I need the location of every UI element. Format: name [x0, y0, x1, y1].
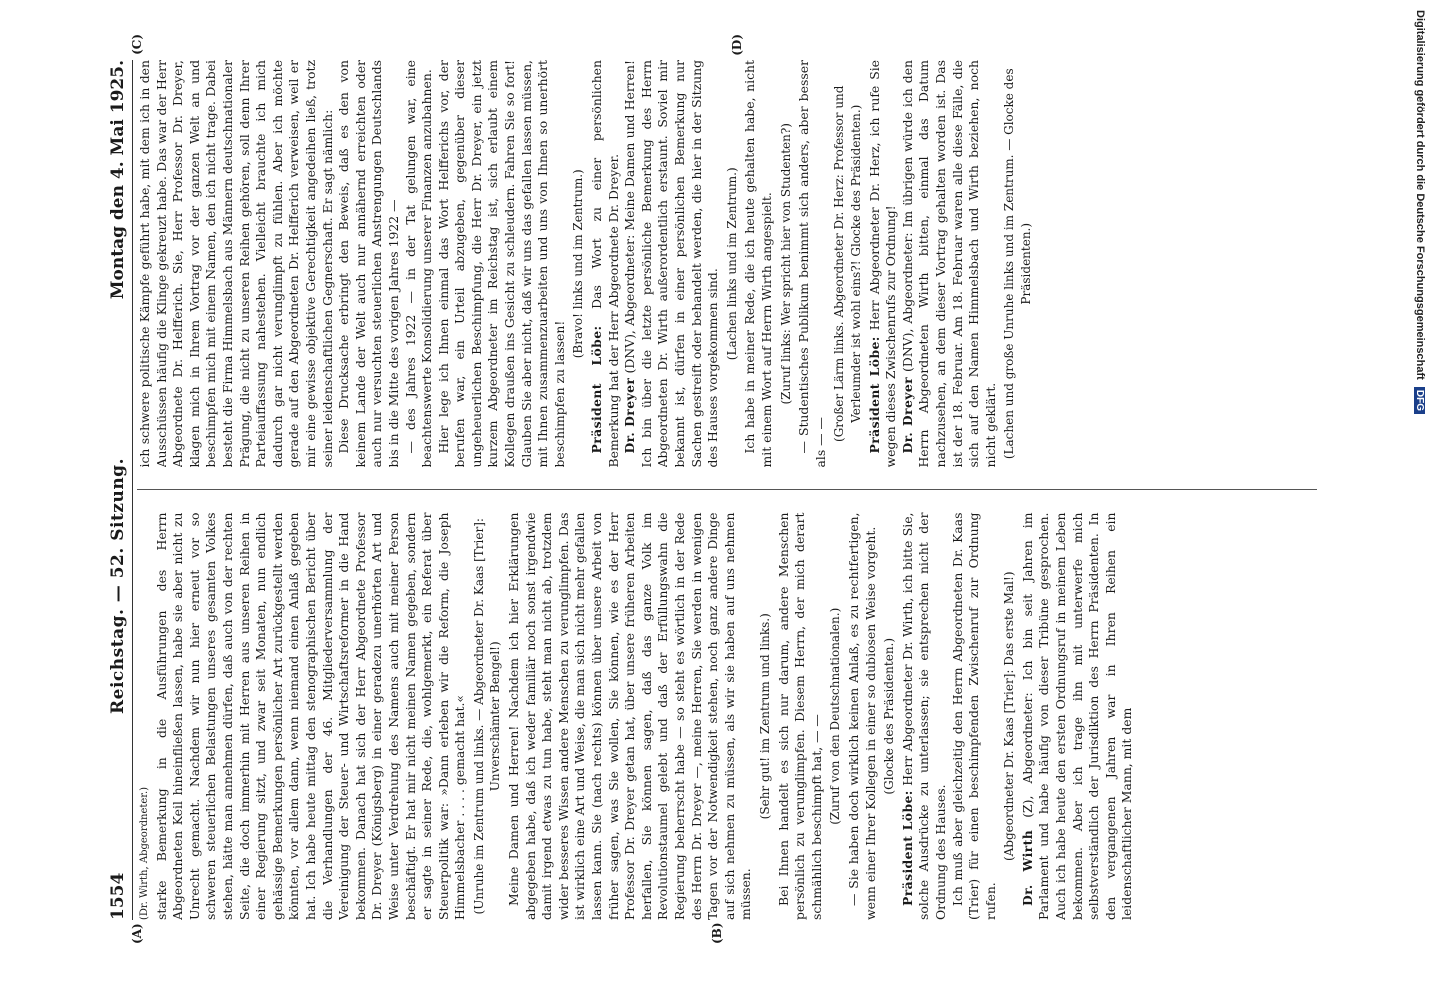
paragraph: — Sie haben doch wirklich keinen Anlaß, es zu rechtfertigen, wenn einer Ihrer Kollegen in einer so dubiosen Weise vorgeht.: [845, 512, 878, 920]
left-column: [137, 513, 1317, 921]
speech-paragraph: [867, 60, 900, 468]
paragraph: starke Bemerkung in die Ausführungen des Herrn Abgeordneten Keil hineinfließen lassen, habe sie aber nicht zu Unrecht gemacht. Nachdem wir nun hier erneut vor so schweren steuerlichen Belastungen unseres gesamten Volkes stehen, hätte man annehmen dürfen, daß auch von der rechten Seite, die doch immerhin mit Herren aus unseren Reihen in einer Regierung sitzt, und zwar seit Monaten, nun endlich gehässige Bemerkungen persönlicher Art zurückgestellt werden könnten, vor allem dann, wenn niemand einen Anlaß gegeben hat. Ich habe heute mittag den stenographischen Bericht über die Verhandlungen der 46. Mitgliederversammlung der Vereinigung der Steuer- und Wirtschaftsreformer in die Hand bekommen. Danach hat sich der Herr Abgeordnete Professor Dr. Dreyer (Königsberg) in einer geradezu unerhörten Art und Weise unter Verdrehung des Namens auch mit meiner Person beschäftigt. Er hat mir nicht meinen Namen gegeben, sondern er sagte in seiner Rede, die, wohlgemerkt, ein Referat über Steuerpolitik war: »Dann erleben wir die Reform, die Joseph Himmelsbacher . . . . gemacht hat.«: [153, 512, 468, 920]
paragraph: Diese Drucksache erbringt den Beweis, daß es den von keinem Lande der Welt auch nur annähernd erreichten oder auch nur versuchten steuerlichen Anstrengungen Deutschlands bis in die Mitte des vorigen Jahres 1922 —: [336, 60, 401, 468]
stage-direction: (Sehr gut! im Zentrum und links.): [757, 613, 772, 820]
paragraph: Ich habe in meiner Rede, die ich heute gehalten habe, nicht mit einem Wort auf Herrn Wirth angespielt.: [742, 60, 774, 468]
paragraph: Bei Ihnen handelt es sich nur darum, andere Menschen persönlich zu verunglimpfen. Diesem Herrn, der mich derart schmählich beschimpft hat, — —: [775, 512, 824, 920]
header-session: Reichstag. — 52. Sitzung.: [108, 458, 128, 714]
running-head: (Dr. Wirth, Abgeordneter.): [139, 786, 150, 920]
margin-marker-a: (A): [130, 923, 144, 944]
margin-marker-d: (D): [730, 34, 744, 56]
stage-direction: (Unruhe im Zentrum und links. — Abgeordneter Dr. Kaas [Trier]: Unverschämter Bengel!): [471, 518, 503, 915]
paragraph: — des Jahres 1922 — in der Tat gelungen war, eine beachtenswerte Konsolidierung unserer Finanzen anzubahnen.: [402, 60, 435, 468]
credit-text: Digitalisierung gefördert durch die Deutsche Forschungsgemeinschaft: [1414, 10, 1426, 380]
paragraph: ich schwere politische Kämpfe geführt habe, mit dem ich in den Ausschüssen häufig die Klinge gekreuzt habe. Das war der Herr Abgeordnete Dr. Helfferich. Sie, Herr Professor Dr. Dreyer, klagen mich in Ihrem Vortrag vor der ganzen Welt an und beschimpfen mich mit einem Namen, den ich nicht trage. Dabei besteht die Firma Himmelsbach aus Männern deutschnationaler Prägung, die nicht zu unseren Reihen gehören, soll denn Ihrer Parteiauffassung nahestehen. Vielleicht brauchte ich mich dadurch gar nicht verunglimpft zu fühlen. Aber ich möchte gerade auf den Abgeordneten Dr. Helfferich verweisen, weil er mir eine gewisse objektive Gerechtigkeit angedeihen ließ, trotz seiner leidenschaftlichen Gegnerschaft. Er sagt nämlich:: [137, 60, 335, 468]
speech-text: (DNV), Abgeordneter: Meine Damen und Herren! Ich bin über die letzte persönliche Bemerkung des Herrn Abgeordneten Dr. Wirth außerordentlich erstaunt. Soviel mir bekannt ist, dürfen in einer persönlichen Bemerkung nur Sachen gestreift oder behandelt werden, die hier in der Sitzung des Hauses vorgekommen sind.: [622, 60, 721, 468]
rotated-page: [90, 30, 1380, 950]
speech-text: Herr Abgeordneter Dr. Herz, ich rufe Sie wegen dieses Zwischenrufs zur Ordnung!: [866, 60, 899, 468]
paragraph: Hier lege ich Ihnen einmal das Wort Helfferichs vor, der berufen war, ein Urteil abzugeben, gegenüber dieser ungeheuerlichen Beschimpfung, die Herr Dr. Dreyer, ein jetzt kurzem Abgeordneter im Reichstag ist, sich erlaubt einem Kollegen draußen ins Gesicht zu schleudern. Fahren Sie so fort! Glauben Sie aber nicht, daß wir uns das gefallen lassen müssen, mit Ihnen zusammenzuarbeiten und uns von Ihnen so unerhört beschimpfen zu lassen!: [435, 60, 567, 468]
paragraph: — Studentisches Publikum benimmt sich anders, aber besser als — —: [796, 60, 828, 468]
speech-text: (DNV), Abgeordneter: Im übrigen würde ich den Herrn Abgeordneten Wirth bitten, einmal das Datum nachzusehen, an dem dieser Vortrag gehalten worden ist. Das ist der 18. Februar. Am 18. Februar waren alle diese Fälle, die sich auf den Namen Himmelsbach und Wirth beziehen, noch nicht geklärt.: [899, 60, 998, 468]
speech-text: Das Wort zu einer persönlichen Bemerkung hat der Herr Abgeordnete Dr. Dreyer.: [589, 60, 621, 468]
speech-paragraph: [900, 60, 1000, 468]
speaker-name: Dr. Dreyer: [622, 377, 638, 454]
stage-direction: (Zuruf von den Deutschnationalen.): [828, 607, 843, 825]
speech-paragraph: [1020, 513, 1136, 921]
stage-direction: (Lachen links und im Zentrum.): [724, 167, 739, 361]
speaker-name: Dr. Wirth: [1019, 829, 1035, 906]
paragraph: Meine Damen und Herren! Nachdem ich hier Erklärungen abgegeben habe, daß ich weder familiär noch sonst irgendwie damit irgend etwas zu tun habe, steht man nicht ab, trotzdem wider besseres Wissen andere Menschen zu verunglimpfen. Das ist wirklich eine Art und Weise, die man sich nicht mehr gefallen lassen kann. Sie (nach rechts) können über unsere Arbeit von früher sagen, was Sie wollen, Sie können, wie es der Herr Professor Dr. Dreyer getan hat, über unsere früheren Arbeiten herfallen, Sie können sagen, daß das ganze Volk im Revolutionstaumel gelebt und daß der Erfüllungswahn die Regierung beherrscht habe — so steht es wörtlich in der Rede des Herrn Dr. Dreyer —, meine Herren, Sie werden in wenigen Tagen vor der Notwendigkeit stehen, noch ganz andere Dinge auf sich nehmen zu müssen, als wir sie haben auf uns nehmen müssen.: [506, 512, 754, 920]
column-divider: [137, 490, 1317, 491]
credit-strip: [1388, 0, 1434, 1000]
speaker-name: Präsident Löbe:: [899, 790, 915, 906]
right-column: [137, 60, 1317, 468]
speaker-name: Präsident Löbe:: [866, 336, 882, 454]
page-number: 1554: [108, 872, 128, 920]
paragraph: Ich muß aber gleichzeitig den Herrn Abgeordneten Dr. Kaas (Trier) für einen beschimpfenden Zwischenruf zur Ordnung rufen.: [949, 512, 998, 920]
speech-paragraph: [622, 60, 722, 468]
stage-direction: (Zuruf links: Wer spricht hier von Studenten?): [778, 123, 793, 405]
speaker-name: Präsident Löbe:: [589, 325, 605, 454]
margin-marker-b: (B): [710, 922, 724, 944]
margin-marker-c: (C): [130, 34, 144, 55]
speech-paragraph: [900, 513, 950, 921]
stage-direction: (Großer Lärm links. Abgeordneter Dr. Herz: Professor und Verleumder ist wohl eins?! Glocke des Präsidenten.): [832, 85, 863, 442]
credit-line: [1414, 10, 1426, 910]
speaker-name: Dr. Dreyer: [899, 376, 915, 454]
page-header: [108, 60, 133, 920]
stage-direction: (Lachen und große Unruhe links und im Zentrum. — Glocke des Präsidenten.): [1002, 68, 1033, 460]
speech-text: Herr Abgeordneter Dr. Wirth, ich bitte Sie, solche Ausdrücke zu unterlassen; sie entsprechen nicht der Ordnung des Hauses.: [899, 512, 948, 920]
stage-direction: (Glocke des Präsidenten.): [882, 637, 897, 795]
stage-direction: (Bravo! links und im Zentrum.): [571, 169, 586, 359]
speech-text: (Z), Abgeordneter: Ich bin seit Jahren im Parlament und habe häufig von dieser Tribüne gesprochen. Auch ich habe heute den ersten Ordnungsruf in meinem Leben bekommen. Aber ich trage ihn mit unterwerfe mich selbstverständlich der Jurisdiktion des Herrn Präsidenten. In den vergangenen Jahren war in Ihren Reihen ein leidenschaftlicher Mann, mit dem: [1019, 512, 1135, 920]
header-date: Montag den 4. Mai 1925.: [108, 60, 128, 300]
dfg-logo: DFG: [1414, 387, 1425, 414]
stage-direction: (Abgeordneter Dr. Kaas [Trier]: Das erste Mal!): [1002, 571, 1017, 862]
text-columns: [137, 60, 1317, 920]
speech-paragraph: [589, 60, 622, 468]
